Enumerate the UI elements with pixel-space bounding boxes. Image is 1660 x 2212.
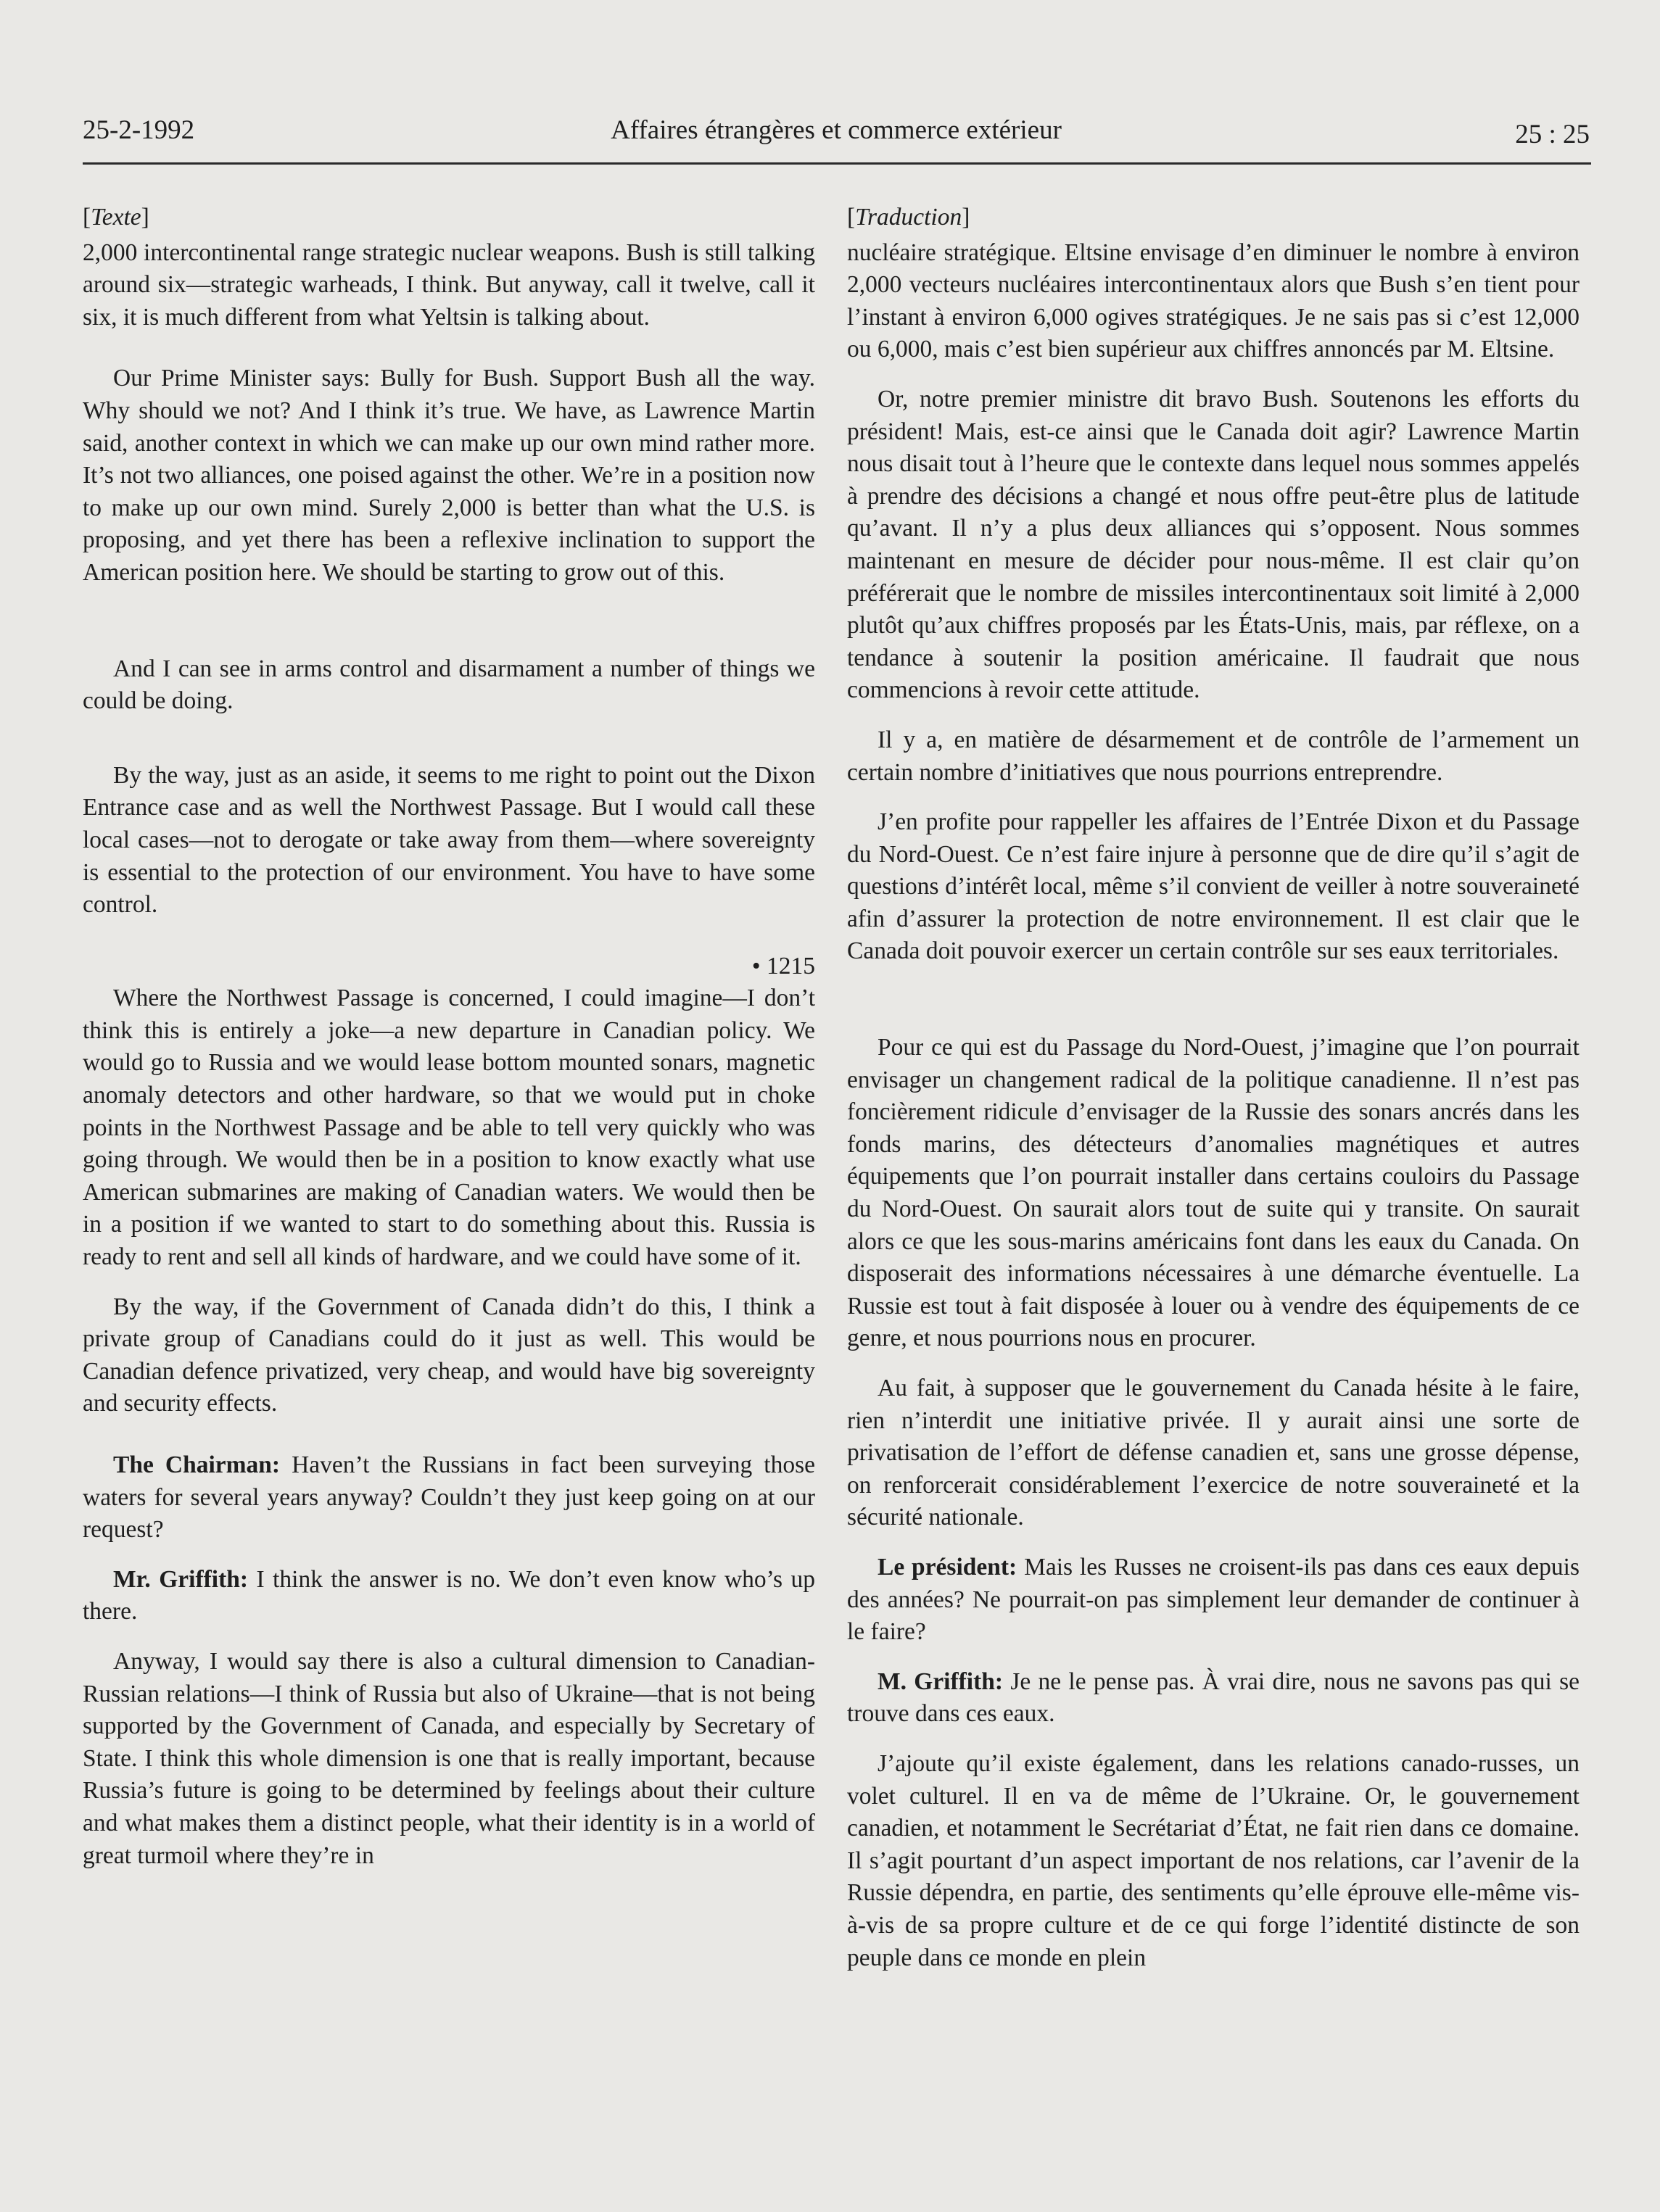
paragraph: J’ajoute qu’il existe également, dans les relations canado-russes, un volet culturel. Il en va de même de l’Ukraine. Or, le gouvernement canadien, et notamment le Secrétariat d’État, ne fait rien dans ce domaine. Il s’agit pourtant d’un aspect important de nos relations, car l’avenir de la Russie dépendra, en partie, des sentiments qu’elle éprouve elle-même vis-à-vis de sa propre culture et de ce qui forge l’identité distincte de son peuple dans ce monde en plein xyxy=(847,1749,1580,1971)
header-date: 25-2-1992 xyxy=(83,115,195,145)
column-tag: [ Traduction ] xyxy=(847,202,1580,234)
page-header xyxy=(83,115,1590,158)
paragraph: nucléaire stratégique. Eltsine envisage d’en diminuer le nombre à environ 2,000 vecteurs nucléaires intercontinentaux alors que Bush s’en tient pour l’instant à environ 6,000 ogives stratégiques. Je ne sais pas si c’est 12,000 ou 6,000, mais c’est bien supérieur aux chiffres annoncés par M. Eltsine. xyxy=(847,239,1580,363)
time-mark: • 1215 xyxy=(751,952,815,979)
french-column xyxy=(847,202,1580,1974)
header-page-number: 25 : 25 xyxy=(1515,120,1590,149)
english-column xyxy=(83,202,815,1872)
paragraph: Il y a, en matière de désarmement et de contrôle de l’armement un certain nombre d’initiatives que nous pourrions entreprendre. xyxy=(847,726,1580,786)
paragraph: By the way, if the Government of Canada didn’t do this, I think a private group of Canadians could do it just as well. This would be Canadian defence privatized, very cheap, and would have big sovereignty and security effects. xyxy=(83,1293,815,1417)
speaker-name: Le président: xyxy=(878,1553,1017,1581)
paragraph: Where the Northwest Passage is concerned, I could imagine—I don’t think this is entirely a joke—a new departure in Canadian policy. We would go to Russia and we would lease bottom mounted sonars, magnetic anomaly detectors and other hardware, so that we would put in choke points in the Northwest Passage and be able to tell very quickly who was going through. We would then be in a position to know exactly what use American submarines are making of Canadian waters. We would then be in a position if we wanted to start to do something about this. Russia is ready to rent and sell all kinds of hardware, and we could have some of it. xyxy=(83,985,815,1271)
speech-text: Mais les Russes ne croisent-ils pas dans ces eaux depuis des années? Ne pourrait-on pas simplement leur demander de continuer à le faire? xyxy=(847,1553,1580,1646)
header-rule xyxy=(83,162,1591,165)
speaker-name: Mr. Griffith: xyxy=(113,1565,249,1593)
paragraph xyxy=(83,1449,815,1546)
paragraph: Au fait, à supposer que le gouvernement du Canada hésite à le faire, rien n’interdit une initiative privée. Il y aurait ainsi une sorte de privatisation de l’effort de défense canadien et, sans une grosse dépense, on renforcerait considérablement l’exercice de notre souveraineté et la sécurité nationale. xyxy=(847,1375,1580,1531)
speech-text: Je ne le pense pas. À vrai dire, nous ne savons pas qui se trouve dans ces eaux. xyxy=(847,1668,1580,1728)
paragraph: 2,000 intercontinental range strategic nuclear weapons. Bush is still talking around six—strategic warheads, I think. But anyway, call it twelve, call it six, it is much different from what Yeltsin is talking about. xyxy=(83,239,815,331)
paragraph: Pour ce qui est du Passage du Nord-Ouest, j’imagine que l’on pourrait envisager un changement radical de la politique canadienne. Il n’est pas foncièrement ridicule d’envisager de la Russie des sonars ancrés dans les fonds marins, des détecteurs d’anomalies magnétiques et autres équipements que l’on pourrait installer dans certains couloirs du Passage du Nord-Ouest. On saurait alors tout de suite qui y transite. On saurait alors ce que les sous-marins américains font dans les eaux du Canada. On disposerait des informations nécessaires à une démarche éventuelle. La Russie est tout à fait disposée à louer ou à vendre des équipements de ce genre, et nous pourrions nous en procurer. xyxy=(847,1034,1580,1352)
header-title: Affaires étrangères et commerce extérieur xyxy=(611,115,1062,145)
paragraph xyxy=(83,1564,815,1628)
paragraph: By the way, just as an aside, it seems to me right to point out the Dixon Entrance case and as well the Northwest Passage. But I would call these local cases—not to derogate or take away from them—where sovereignty is essential to the protection of our environment. You have to have some control. xyxy=(83,761,815,919)
paragraph: And I can see in arms control and disarmament a number of things we could be doing. xyxy=(83,655,815,715)
paragraph: Our Prime Minister says: Bully for Bush. Support Bush all the way. Why should we not? And I think it’s true. We have, as Lawrence Martin said, another context in which we can make up our own mind rather more. It’s not two alliances, one poised against the other. We’re in a position now to make up our own mind. Surely 2,000 is better than what the U.S. is proposing, and yet there has been a reflexive inclination to support the American position here. We should be starting to grow out of this. xyxy=(83,365,815,586)
paragraph: Or, notre premier ministre dit bravo Bush. Soutenons les efforts du président! Mais, est-ce ainsi que le Canada doit agir? Lawrence Martin nous disait tout à l’heure que le contexte dans lequel nous sommes appelés à prendre des décisions a changé et nous offre peut-être plus de latitude qu’avant. Il n’y a plus deux alliances qui s’opposent. Nous sommes maintenant en mesure de décider pour nous-même. Il est clair qu’on préférerait que le nombre de missiles intercontinentaux soit limité à 2,000 plutôt qu’aux chiffres proposés par les États-Unis, mais, par réflexe, on a tendance à soutenir la position américaine. Il faudrait que nous commencions à revoir cette attitude. xyxy=(847,385,1580,704)
paragraph xyxy=(847,1666,1580,1731)
speech-text: Haven’t the Russians in fact been surveying those waters for several years anyway? Couldn’t they just keep going on at our request? xyxy=(83,1451,815,1544)
column-tag: [ Texte ] xyxy=(83,202,815,234)
paragraph xyxy=(847,1552,1580,1649)
speech-text: I think the answer is no. We don’t even know who’s up there. xyxy=(83,1565,815,1625)
paragraph: J’en profite pour rappeller les affaires de l’Entrée Dixon et du Passage du Nord-Ouest. Ce n’est faire injure à personne que de dire qu’il s’agit de questions d’intérêt local, même s’il convient de veiller à notre souveraineté afin d’assurer la protection de notre environnement. Il est clair que le Canada doit pouvoir exercer un certain contrôle sur ses eaux territoriales. xyxy=(847,808,1580,965)
speaker-name: The Chairman: xyxy=(113,1451,281,1478)
paragraph: Anyway, I would say there is also a cultural dimension to Canadian-Russian relations—I think of Russia but also of Ukraine—that is not being supported by the Government of Canada, and especially by Secretary of State. I think this whole dimension is one that is really important, because Russia’s future is going to be determined by feelings about their culture and what makes them a distinct people, what their identity is in a world of great turmoil where they’re in xyxy=(83,1647,815,1869)
speaker-name: M. Griffith: xyxy=(878,1668,1004,1695)
